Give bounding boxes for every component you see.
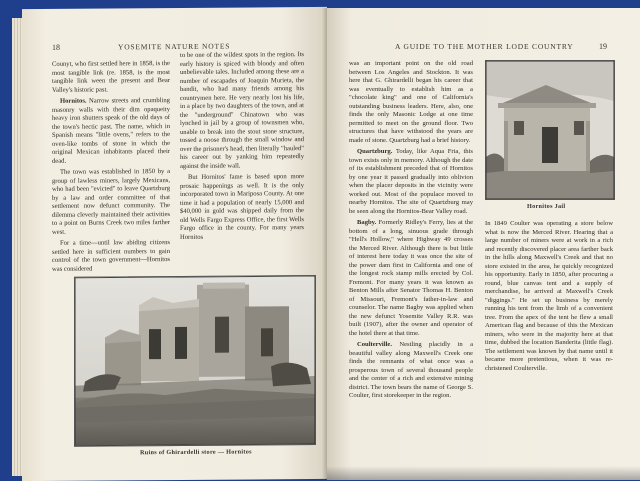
jail-illustration xyxy=(486,61,614,199)
paragraph-lead: Hornitos. xyxy=(60,97,90,105)
ruins-illustration xyxy=(75,276,315,446)
left-photo-caption: Ruins of Ghirardelli store — Hornitos xyxy=(140,448,252,457)
paragraph xyxy=(180,51,304,171)
right-running-head: A GUIDE TO THE MOTHER LODE COUNTRY xyxy=(395,42,574,51)
right-page xyxy=(327,8,640,480)
left-running-head: YOSEMITE NATURE NOTES xyxy=(118,41,231,52)
paragraph-text: In 1849 Coulter was operating a store below what is now the Merced River. Hearing that a large number of miners were at work in a rich and recently discovered placer area farther back in the hills along Maxwell's Creek and that no store existed in the area, he quickly recognized his opportunity. Early in 1850, after procuring a round, blue canvas tent and a supply of merchandise, he arrived at Maxwell's Creek "diggings." He set up business by merely running his tent from the limb of a convenient tree. From the apex of the tent he flew a small American flag and because of this the Mexican miners, who were in the majority here at that time, dubbed the location Banderita (little flag). The settlement was known by that name until it became more pretentious, when it was re-christened Coulterville. xyxy=(485,220,613,372)
paragraph xyxy=(52,239,170,274)
left-page-number: 18 xyxy=(52,42,60,52)
right-column-1 xyxy=(349,60,473,470)
paragraph-text: Formerly Ridley's Ferry, lies at the bottom of a long, sinuous grade through "Hell's Hollow," where Highway 49 crosses the Merced River. Although there is but little of interest here today it was once the site of the power dam first in California and one of the longest rock stamp mills erected by Col. Fremont. For many years it was known as Benton Mills after Senator Thomas H. Benton of Missouri, Fremont's father-in-law and counselor. The name Bagby was applied when the new defunct Yosemite Valley R.R. was built (1907), after the owner and operator of the hotel there at that time. xyxy=(349,219,474,337)
paragraph xyxy=(485,220,613,373)
paragraph xyxy=(349,60,473,145)
paragraph xyxy=(180,173,304,242)
page-bottom-shadow xyxy=(327,466,640,480)
paragraph-text: Today, like Aqua Fria, this town exists only in memory. Although the date of its establishment preceded that of Hornitos by one year it passed gradually into oblivion when the placer deposits in the vicinity were worked out. Most of the populace moved to nearby Hornitos. The site of Quartzburg may be seen along the Hornitos-Bear Valley road. xyxy=(349,148,473,215)
paragraph-lead: Quartzburg. xyxy=(357,148,396,155)
paragraph xyxy=(52,60,170,95)
right-photo-caption: Hornitos Jail xyxy=(527,203,566,210)
paragraph-text: For a time—until law abiding citizens settled here in sufficient numbers to gain control of the town government—Hornitos was considered xyxy=(52,239,170,273)
paragraph-text: Counyt, who first settled here in 1858, is the most tangible link (re. 1858, is the most tangible link ween the present and Bear Valley's historic past. xyxy=(52,60,170,94)
paragraph xyxy=(52,97,170,166)
left-column-2 xyxy=(180,51,304,268)
book-spread xyxy=(22,8,640,480)
right-column-2 xyxy=(485,220,613,472)
ghirardelli-ruins-photo xyxy=(74,275,316,447)
hornitos-jail-photo xyxy=(485,60,615,200)
right-page-number: 19 xyxy=(599,42,607,51)
paragraph-lead: Bagby. xyxy=(357,219,379,226)
paragraph xyxy=(349,219,473,338)
paragraph-text: But Hornitos' fame is based upon more prosaic happenings as well. It is the only incorporated town in Mariposa County. At one time it had a population of nearly 15,000 and $40,000 in gold was shipped daily from the old Wells Fargo Express Office, the first Wells Fargo office in the county. For many years Hornitos xyxy=(180,173,304,241)
paragraph xyxy=(52,168,170,237)
paragraph-lead: Coulterville. xyxy=(357,341,400,348)
paragraph xyxy=(349,341,473,401)
paragraph-text: The town was established in 1850 by a group of lawless miners, largely Mexicans, who had been "evicted" to leave Quartzburg by a law and order committee of that settlement now defunct community. The dilemma cleverly maintained their activities to a point on Burns Creek two miles farther west. xyxy=(52,168,170,236)
paragraph-text: to be one of the wildest spots in the region. Its early history is spiced with bloody and often unbelievable tales. Included among these are a number of escapades of Joaquin Murieta, the bandit, who had many friends among his countrymen here. He very nearly lost his life, in a place by two daughters of the town, and at the "underground" Chinatown who was lynched in jail by a group of townsmen who, unable to break into the stout stone structure, tossed a noose through the small window and over the prisoner's head, then literally "hauled" his career out by yanking him repeatedly against the inside wall. xyxy=(180,51,304,170)
paragraph-text: Narrow streets and crumbling masonry walls with their dim opaqueity heavy iron shutters speak of the old days of the town's hectic past. The name, which in Spanish means "little ovens," refers to the oven-like tombs of stone in which the original Mexican inhabitants placed their dead. xyxy=(52,97,170,165)
paragraph xyxy=(349,148,473,216)
left-page xyxy=(22,7,327,481)
left-column-1 xyxy=(52,60,170,273)
paragraph-text: Nestling placidly in a beautiful valley along Maxwell's Creek one finds the remnants of what once was a prosperous town of several thousand people and the center of a rich and extensive mining district. The town bears the name of George S. Coulter, first storekeeper in the region. xyxy=(349,341,473,399)
paragraph-text: was an important point on the old road between Los Angeles and Stockton. It was here that G. Ghirardelli began his career that was eventually to establish him as a "chocolate king" and one of California's outstanding business leaders. Here, also, one finds the only Masonic Lodge at one time permitted to meet on the ground floor. Two structures that have withstood the years are made of stone. Quartzburg had a brief history. xyxy=(349,60,473,144)
